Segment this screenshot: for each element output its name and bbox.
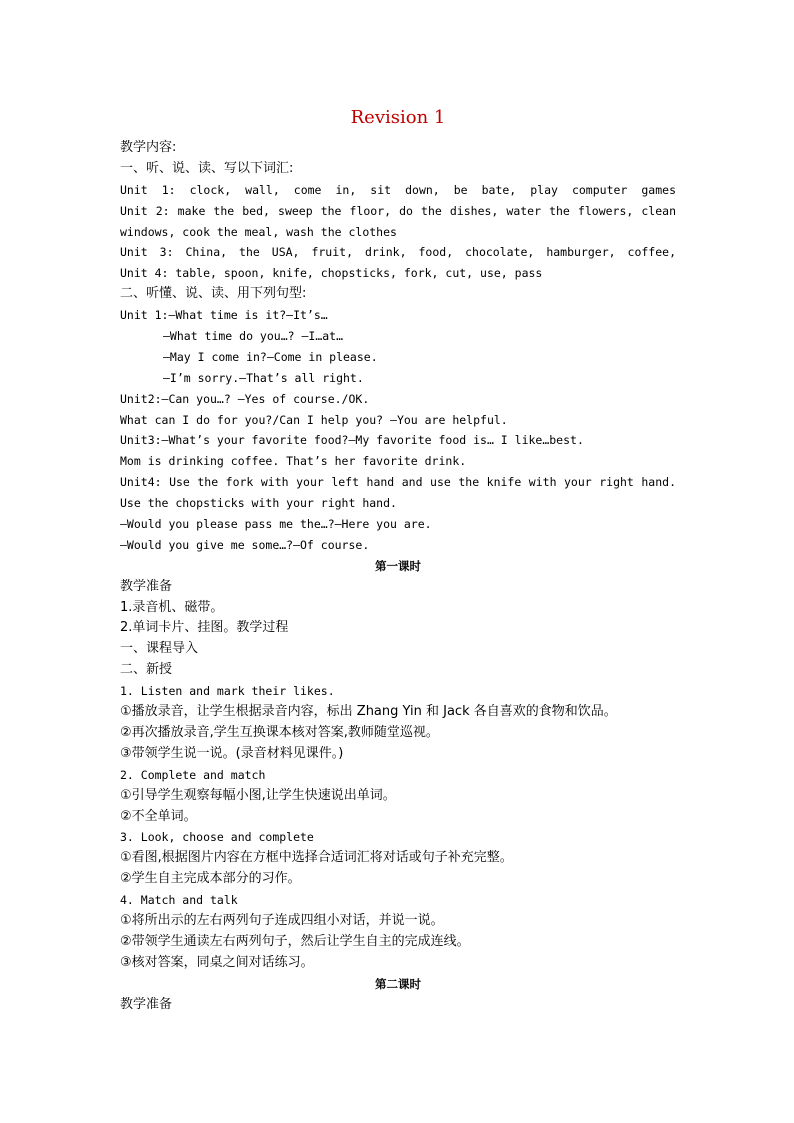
sentence-line: What can I do for you?/Can I help you? —You are helpful. <box>120 412 508 427</box>
vocab-line: Unit 4: table, spoon, knife, chopsticks, fork, cut, use, pass <box>120 266 543 281</box>
sentence-line: Unit3:—What’s your favorite food?—My favorite food is… I like…best. <box>120 433 584 448</box>
list-item: ③核对答案，同桌之间对话练习。 <box>120 954 314 970</box>
document-title: Revision 1 <box>350 107 446 128</box>
list-item: ①播放录音，让学生根据录音内容，标出 Zhang Yin 和 Jack 各自喜欢的食物和饮品。 <box>120 704 617 720</box>
sentence-line: Unit2:—Can you…? —Yes of course./OK. <box>120 391 370 406</box>
list-item: ②不全单词。 <box>120 808 197 824</box>
vocab-line: Unit 3: China, the USA, fruit, drink, food, chocolate, hamburger, coffee, <box>120 245 676 260</box>
vocab-line: Unit 2: make the bed, sweep the floor, do the dishes, water the flowers, clean <box>120 203 676 218</box>
section-heading: 二、新授 <box>120 662 173 678</box>
section-heading: 教学准备 <box>120 578 173 594</box>
activity-heading: 1. Listen and mark their likes. <box>120 684 335 699</box>
document-page <box>120 104 676 1015</box>
lesson-heading: 第一课时 <box>375 558 421 573</box>
sentence-line: Mom is drinking coffee. That’s her favorite drink. <box>120 454 467 469</box>
lesson-heading: 第二课时 <box>375 976 421 991</box>
list-item: ③带领学生说一说。(录音材料见课件。) <box>120 745 344 761</box>
activity-heading: 3. Look, choose and complete <box>120 830 314 845</box>
sentence-line: —Would you give me some…?—Of course. <box>120 537 370 552</box>
list-item: ①看图,根据图片内容在方框中选择合适词汇将对话或句子补充完整。 <box>120 850 513 866</box>
sentence-line: —What time do you…? —I…at… <box>163 329 344 344</box>
list-item: ①引导学生观察每幅小图,让学生快速说出单词。 <box>120 787 396 803</box>
sentence-line: —Would you please pass me the…?—Here you are. <box>120 517 432 532</box>
sentence-line: —I’m sorry.—That’s all right. <box>163 370 364 385</box>
section-heading: 二、听懂、说、读、用下列句型: <box>120 286 307 302</box>
section-heading: 教学准备 <box>120 996 173 1012</box>
sentence-line: —May I come in?—Come in please. <box>163 349 378 364</box>
list-item: ②再次播放录音,学生互换课本核对答案,教师随堂巡视。 <box>120 724 439 740</box>
sentence-line: Unit4: Use the fork with your left hand and use the knife with your right hand. <box>120 475 676 490</box>
sentence-line: Use the chopsticks with your right hand. <box>120 496 397 511</box>
section-heading: 一、课程导入 <box>120 641 199 657</box>
list-item: 1.录音机、磁带。 <box>120 599 224 615</box>
vocab-line: windows, cook the meal, wash the clothes <box>120 224 397 239</box>
list-item: 2.单词卡片、挂图。教学过程 <box>120 620 289 636</box>
sentence-line: Unit 1:—What time is it?—It’s… <box>120 308 328 323</box>
activity-heading: 4. Match and talk <box>120 893 238 908</box>
activity-heading: 2. Complete and match <box>120 767 266 782</box>
list-item: ②带领学生通读左右两列句子，然后让学生自主的完成连线。 <box>120 933 470 949</box>
section-heading: 一、听、说、读、写以下词汇: <box>120 160 294 176</box>
vocab-line: Unit 1: clock, wall, come in, sit down, be bate, play computer games <box>120 182 676 197</box>
section-heading: 教学内容: <box>120 140 177 155</box>
list-item: ②学生自主完成本部分的习作。 <box>120 871 301 887</box>
list-item: ①将所出示的左右两列句子连成四组小对话，并说一说。 <box>120 912 444 928</box>
